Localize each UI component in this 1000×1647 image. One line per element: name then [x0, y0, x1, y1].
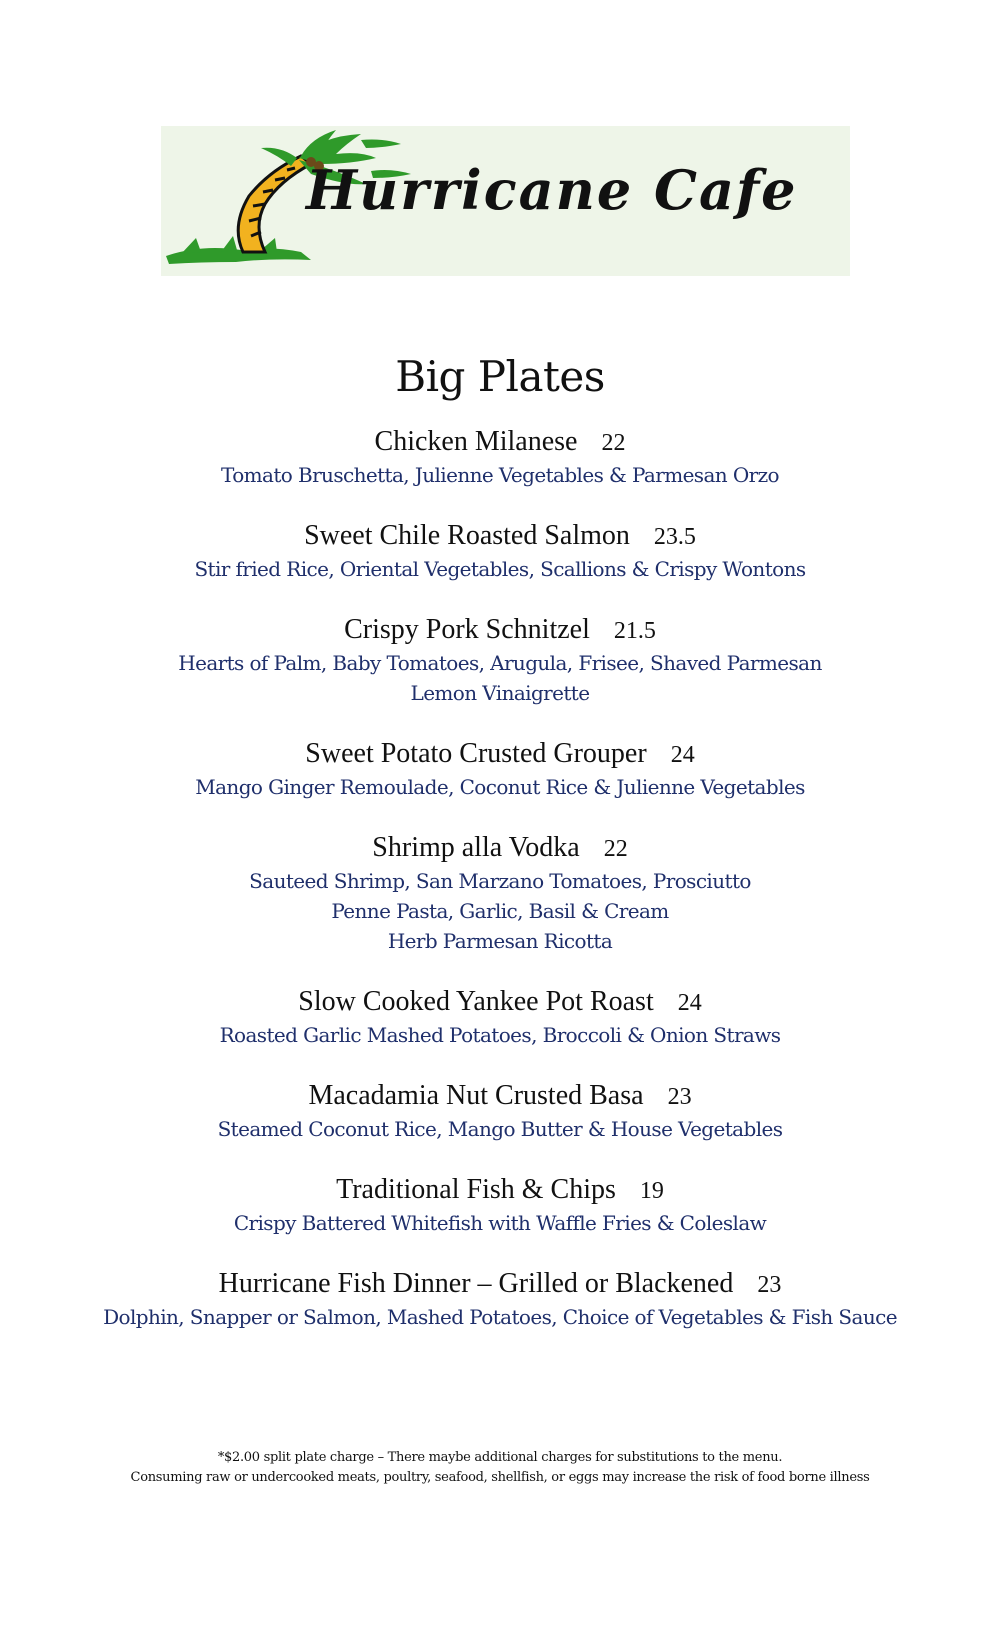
menu-item-description: Herb Parmesan Ricotta: [387, 929, 613, 953]
menu-item-description: Crispy Battered Whitefish with Waffle Fries & Coleslaw: [233, 1211, 767, 1235]
menu-item-name: Hurricane Fish Dinner – Grilled or Blackened: [218, 1268, 734, 1299]
menu-item-name: Traditional Fish & Chips: [336, 1174, 616, 1205]
menu-item-heading: [0, 1079, 1000, 1114]
menu-item: [0, 985, 1000, 1050]
footer-note-health: Consuming raw or undercooked meats, poultry, seafood, shellfish, or eggs may increase the risk of food borne illness: [130, 1470, 870, 1485]
menu-item-name: Slow Cooked Yankee Pot Roast: [298, 986, 654, 1017]
section-title: Big Plates: [395, 352, 605, 401]
menu-item-description: Dolphin, Snapper or Salmon, Mashed Potatoes, Choice of Vegetables & Fish Sauce: [103, 1305, 897, 1329]
menu-item-description: Mango Ginger Remoulade, Coconut Rice & Julienne Vegetables: [195, 775, 805, 799]
menu-item-price: 24: [670, 742, 695, 768]
menu-item-heading: [0, 425, 1000, 460]
menu-item-price: 23: [757, 1272, 782, 1298]
menu-item-description: Sauteed Shrimp, San Marzano Tomatoes, Prosciutto: [249, 869, 751, 893]
menu-item-price: 22: [603, 836, 628, 862]
menu-item-heading: [0, 1267, 1000, 1302]
menu-item-description: Penne Pasta, Garlic, Basil & Cream: [331, 899, 669, 923]
menu-section: [0, 352, 1000, 1361]
menu-item-name: Shrimp alla Vodka: [372, 832, 580, 863]
menu-item: [0, 613, 1000, 708]
menu-item: [0, 519, 1000, 584]
menu-item-description: Stir fried Rice, Oriental Vegetables, Scallions & Crispy Wontons: [194, 557, 806, 581]
menu-item-name: Sweet Potato Crusted Grouper: [305, 738, 647, 769]
menu-item: [0, 737, 1000, 802]
menu-item-name: Sweet Chile Roasted Salmon: [304, 520, 630, 551]
menu-item-description: Tomato Bruschetta, Julienne Vegetables & Parmesan Orzo: [221, 463, 779, 487]
menu-item-name: Macadamia Nut Crusted Basa: [308, 1080, 644, 1111]
menu-item-description: Roasted Garlic Mashed Potatoes, Broccoli & Onion Straws: [219, 1023, 781, 1047]
menu-item-heading: [0, 831, 1000, 866]
menu-item: [0, 831, 1000, 956]
logo: [161, 126, 850, 276]
menu-item-price: 22: [601, 430, 626, 456]
menu-item-price: 23: [667, 1084, 692, 1110]
menu-item-heading: [0, 1173, 1000, 1208]
menu-item-heading: [0, 613, 1000, 648]
footer-notes: [0, 1448, 1000, 1488]
menu-item-price: 24: [677, 990, 702, 1016]
menu-item-name: Crispy Pork Schnitzel: [344, 614, 590, 645]
menu-item-heading: [0, 985, 1000, 1020]
logo-wordmark: Hurricane Cafe: [306, 158, 798, 222]
menu-item-price: 19: [639, 1178, 664, 1204]
menu-item-name: Chicken Milanese: [374, 426, 578, 457]
menu-item: [0, 1079, 1000, 1144]
dish-list: [0, 425, 1000, 1332]
menu-item: [0, 425, 1000, 490]
menu-item-price: 23.5: [653, 524, 696, 550]
menu-item-price: 21.5: [613, 618, 656, 644]
menu-item: [0, 1267, 1000, 1332]
menu-item-description: Steamed Coconut Rice, Mango Butter & House Vegetables: [217, 1117, 783, 1141]
menu-item-description: Hearts of Palm, Baby Tomatoes, Arugula, Frisee, Shaved Parmesan: [178, 651, 822, 675]
footer-note-charge: *$2.00 split plate charge – There maybe additional charges for substitutions to the menu.: [217, 1450, 783, 1465]
menu-item-description: Lemon Vinaigrette: [410, 681, 590, 705]
menu-item-heading: [0, 737, 1000, 772]
menu-item: [0, 1173, 1000, 1238]
menu-item-heading: [0, 519, 1000, 554]
